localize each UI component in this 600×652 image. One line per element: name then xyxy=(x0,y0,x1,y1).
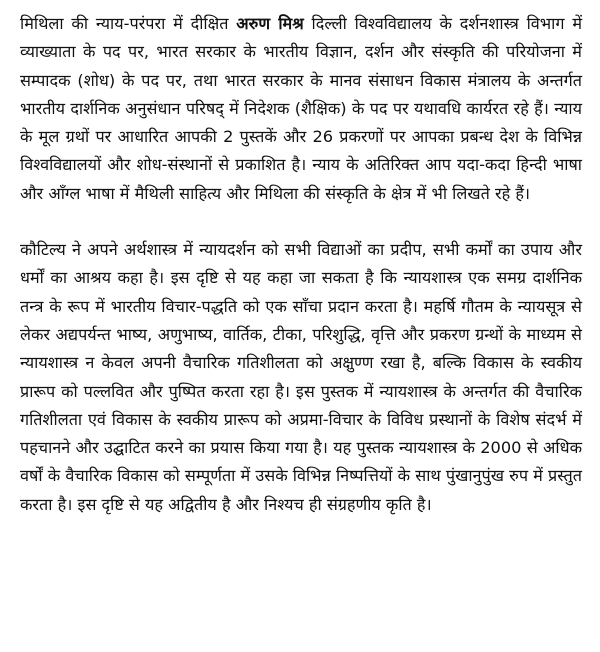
author-name: अरुण मिश्र xyxy=(236,14,304,33)
author-bio-paragraph xyxy=(20,10,582,208)
bio-text-rest: दिल्ली विश्वविद्यालय के दर्शनशास्त्र विभाग में व्याख्याता के पद पर, भारत सरकार के भारतीय विज्ञान, दर्शन और संस्कृति की परियोजना में सम्पादक (शोध) के पद पर, तथा भारत सरकार के मानव संसाधन विकास मंत्रालय के अन्तर्गत भारतीय दार्शनिक अनुसंधान परिषद् में निदेशक (शैक्षिक) के पद पर यथावधि कार्यरत रहे हैं। न्याय के मूल ग्रथों पर आधारित आपकी 2 पुस्तकें और 26 प्रकरणों पर आपका प्रबन्ध देश के विभिन्न विश्वविद्यालयों और शोध-संस्थानों से प्रकाशित है। न्याय के अतिरिक्त आप यदा-कदा हिन्दी भाषा और आँग्ल भाषा में मैथिली साहित्य और मिथिला की संस्कृति के क्षेत्र में भी लिखते रहे हैं। xyxy=(20,14,582,203)
book-summary-paragraph: कौटिल्य ने अपने अर्थशास्त्र में न्यायदर्शन को सभी विद्याओं का प्रदीप, सभी कर्मों का उपाय और धर्मों का आश्रय कहा है। इस दृष्टि से यह कहा जा सकता है कि न्यायशास्त्र एक समग्र दार्शनिक तन्त्र के रूप में भारतीय विचार-पद्धति को एक साँचा प्रदान करता है। महर्षि गौतम के न्यायसूत्र से लेकर अद्यपर्यन्त भाष्य, अणुभाष्य, वार्तिक, टीका, परिशुद्धि, वृत्ति और प्रकरण ग्रन्थों के माध्यम से न्यायशास्त्र न केवल अपनी वैचारिक गतिशीलता को अक्षुण्ण रखा है, बल्कि विकास के स्वकीय प्रारूप को पल्लवित और पुष्पित करता रहा है। इस पुस्तक में न्यायशास्त्र के अन्तर्गत की वैचारिक गतिशीलता एवं विकास के स्वकीय प्रारूप को अप्रमा-विचार के विविध प्रस्थानों के विशेष संदर्भ में पहचानने और उद्घाटित करने का प्रयास किया गया है। यह पुस्तक न्यायशास्त्र के 2000 से अधिक वर्षों के वैचारिक विकास को सम्पूर्णता में उसके विभिन्न निष्पत्तियों के साथ पुंखानुपुंख रुप में प्रस्तुत करता है। इस दृष्टि से यह अद्वितीय है और निश्यच ही संग्रहणीय कृति है। xyxy=(20,240,582,514)
bio-text-start: मिथिला की न्याय-परंपरा में दीक्षित xyxy=(20,14,229,33)
